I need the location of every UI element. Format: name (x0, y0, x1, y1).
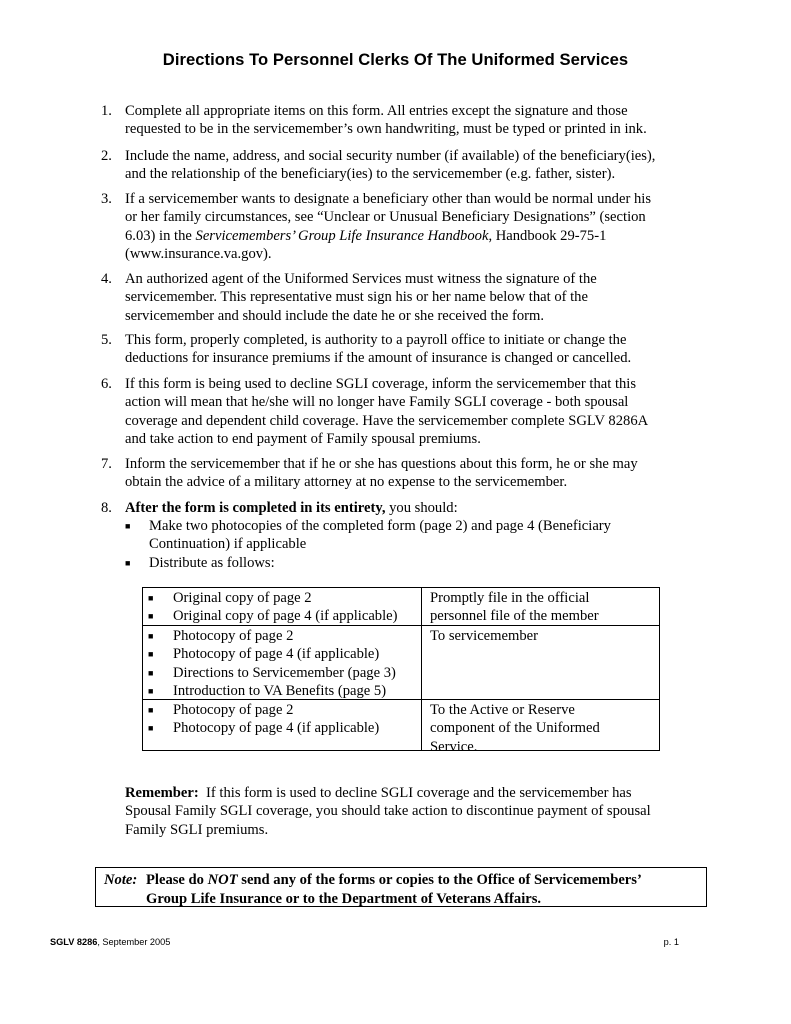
table-cell-destination: To the Active or Reserve component of the Uniformed Service. (430, 702, 600, 755)
footer-page-number: p. 1 (663, 937, 679, 947)
list-item: ■ Photocopy of page 2 (148, 702, 294, 718)
note-text: Please do NOT send any of the forms or copies to the Office of Servicemembers’ Group Life Insurance or to the Department of Veterans Affairs. (146, 872, 642, 907)
table-row (143, 625, 659, 699)
square-bullet-icon: ■ (148, 723, 154, 734)
square-bullet-icon: ■ (125, 558, 131, 568)
sub-bullet-photocopies: ■ Make two photocopies of the completed form (page 2) and page 4 (Beneficiary Continuation) if applicable (125, 518, 611, 553)
table-cell-destination: Promptly file in the official personnel file of the member (430, 590, 599, 625)
distribution-table (142, 587, 660, 755)
list-item: ■ Photocopy of page 4 (if applicable) (148, 646, 380, 663)
instruction-item-5: 5. This form, properly completed, is authority to a payroll office to initiate or change the deductions for insurance premiums if the amount of insurance is changed or cancelled. (101, 332, 632, 367)
page-title: Directions To Personnel Clerks Of The Uniformed Services (162, 50, 629, 69)
note-box (95, 867, 707, 907)
handbook-title: Servicemembers’ Group Life Insurance Handbook (195, 227, 489, 244)
instruction-item-8: 8. After the form is completed in its entirety, you should: (101, 500, 458, 516)
square-bullet-icon: ■ (148, 705, 154, 715)
table-cell-destination: To servicemember (430, 628, 538, 644)
square-bullet-icon: ■ (148, 649, 154, 660)
table-cell-items (148, 701, 418, 738)
square-bullet-icon: ■ (148, 593, 154, 603)
list-item: ■ Photocopy of page 2 (148, 628, 294, 644)
list-item: ■ Photocopy of page 4 (if applicable) (148, 720, 380, 737)
table-cell-items (148, 627, 418, 700)
square-bullet-icon: ■ (148, 685, 154, 696)
square-bullet-icon: ■ (125, 521, 131, 531)
instruction-item-6: 6. If this form is being used to decline SGLI coverage, inform the servicemember that this action will mean that he/she will no longer have Family SGLI coverage - both spousal coverage and dependent child coverage. Have the servicemember complete SGLV 8286A and take action to end payment of Family spousal premiums. (101, 376, 649, 447)
list-item: ■ Directions to Servicemember (page 3) (148, 664, 396, 681)
table-row (143, 588, 659, 625)
instruction-item-1: 1. Complete all appropriate items on this form. All entries except the signature and those requested to be in the servicemember’s own handwriting, must be typed or printed in ink. (101, 103, 647, 138)
note-label: Note: (104, 872, 138, 888)
sub-bullet-distribute: ■ Distribute as follows: (125, 555, 275, 571)
square-bullet-icon: ■ (148, 667, 154, 678)
table-row (143, 699, 659, 755)
footer-form-id: SGLV 8286, September 2005 (50, 937, 171, 947)
remember-paragraph: Remember: If this form is used to decline SGLI coverage and the servicemember has Spousal Family SGLI coverage, you should take action to discontinue payment of spousal Family SGLI premiums. (125, 785, 651, 838)
list-item: ■ Original copy of page 2 (148, 590, 312, 606)
instruction-item-7: 7. Inform the servicemember that if he or she has questions about this form, he or she may obtain the advice of a military attorney at no expense to the servicemember. (101, 456, 638, 491)
table-cell-items (148, 589, 418, 626)
instruction-item-2: 2. Include the name, address, and social security number (if available) of the beneficiary(ies), and the relationship of the beneficiary(ies) to the servicemember (e.g. father, sister). (101, 148, 656, 183)
square-bullet-icon: ■ (148, 631, 154, 641)
instruction-item-4: 4. An authorized agent of the Uniformed Services must witness the signature of the servicemember. This representative must sign his or her name below that of the servicemember and should include the date he or she received the form. (101, 271, 597, 324)
instruction-item-3: 3. If a servicemember wants to designate a beneficiary other than would be normal under his or her family circumstances, see “Unclear or Unusual Beneficiary Designations” (section 6.03) in the Servicemembers’ Group Life Insurance Handbook, Handbook 29-75-1 (www.insurance.va.gov). (101, 191, 651, 262)
list-item: ■ Original copy of page 4 (if applicable) (148, 608, 398, 625)
square-bullet-icon: ■ (148, 611, 154, 622)
list-item: ■ Introduction to VA Benefits (page 5) (148, 682, 387, 699)
